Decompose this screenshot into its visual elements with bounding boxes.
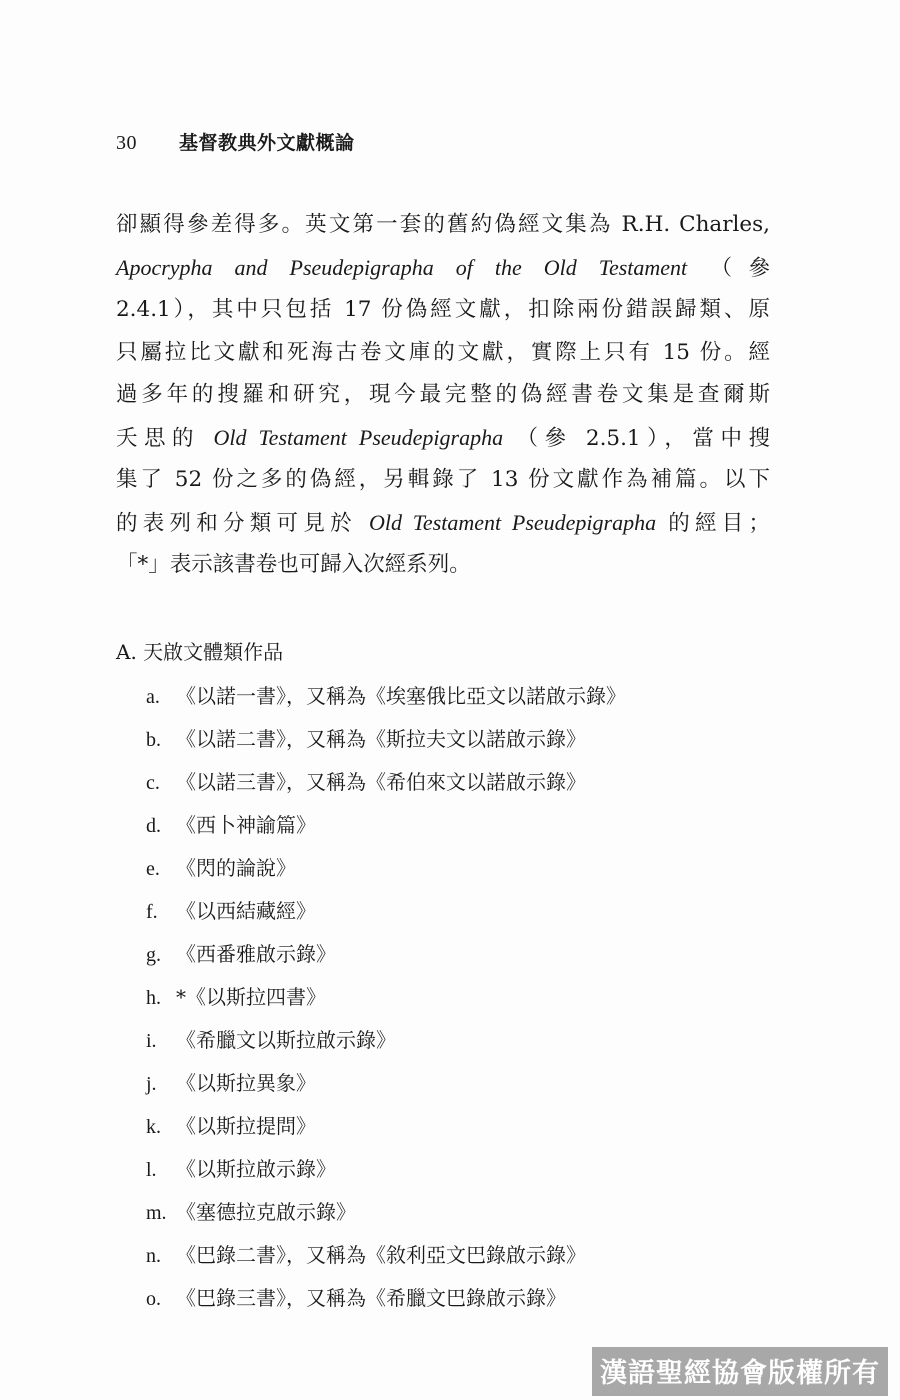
- work-title: 《希臘文以斯拉啟示錄》: [176, 1028, 396, 1052]
- list-item: [146, 1282, 626, 1325]
- paragraph-text: 的經目；: [668, 510, 770, 536]
- list-item: [146, 852, 626, 895]
- list-item: [146, 895, 626, 938]
- list-marker: m.: [146, 1202, 167, 1224]
- running-head: [116, 128, 355, 155]
- list-marker: o.: [146, 1288, 161, 1310]
- work-list: [146, 680, 626, 1325]
- list-item: [146, 809, 626, 852]
- list-item: [146, 1024, 626, 1067]
- list-marker: g.: [146, 944, 161, 966]
- work-title: 《巴錄二書》，又稱為《敘利亞文巴錄啟示錄》: [176, 1243, 586, 1267]
- list-item: [146, 938, 626, 981]
- list-marker: h.: [146, 987, 161, 1009]
- list-item: [146, 981, 626, 1024]
- paragraph-line: 2.4.1），其中只包括 17 份偽經文獻，扣除兩份錯誤歸類、原: [116, 297, 770, 322]
- list-item: [146, 1153, 626, 1196]
- paragraph-text: （參: [710, 255, 770, 281]
- list-marker: k.: [146, 1116, 161, 1138]
- paragraph-line: 「*」表示該書卷也可歸入次經系列。: [116, 552, 471, 577]
- list-marker: c.: [146, 772, 160, 794]
- list-item: [146, 1196, 626, 1239]
- work-title: 《以諾二書》，又稱為《斯拉夫文以諾啟示錄》: [176, 727, 586, 751]
- paragraph-line: [116, 417, 770, 460]
- list-marker: n.: [146, 1245, 161, 1267]
- book-title-italic: Old Testament Pseudepigrapha: [213, 424, 504, 450]
- list-item: [146, 723, 626, 766]
- work-title: 《塞德拉克啟示錄》: [176, 1200, 356, 1224]
- list-item: [146, 1239, 626, 1282]
- paragraph-line: 過多年的搜羅和研究，現今最完整的偽經書卷文集是查爾斯: [116, 382, 770, 407]
- work-title: 《巴錄三書》，又稱為《希臘文巴錄啟示錄》: [176, 1286, 566, 1310]
- book-title-italic: Apocrypha and Pseudepigrapha of the Old Testament: [116, 254, 688, 280]
- page-number: 30: [116, 132, 137, 154]
- work-title: 《以斯拉啟示錄》: [176, 1157, 336, 1181]
- paragraph-line: [116, 502, 770, 545]
- work-title: 《以諾一書》，又稱為《埃塞俄比亞文以諾啟示錄》: [176, 684, 626, 708]
- list-item: [146, 680, 626, 723]
- list-marker: b.: [146, 729, 161, 751]
- list-marker: f.: [146, 901, 158, 923]
- work-title: *《以斯拉四書》: [176, 985, 326, 1009]
- list-marker: a.: [146, 686, 160, 708]
- list-item: [146, 1067, 626, 1110]
- paragraph-text: （參 2.5.1），當中搜: [516, 425, 770, 451]
- work-title: 《以斯拉異象》: [176, 1071, 316, 1095]
- book-title: 基督教典外文獻概論: [179, 132, 355, 154]
- list-marker: l.: [146, 1159, 157, 1181]
- list-item: [146, 1110, 626, 1153]
- work-title: 《以諾三書》，又稱為《希伯來文以諾啟示錄》: [176, 770, 586, 794]
- list-marker: i.: [146, 1030, 157, 1052]
- copyright-watermark: 漢語聖經協會版權所有: [592, 1347, 888, 1396]
- list-item: [146, 766, 626, 809]
- section-heading: A. 天啟文體類作品: [116, 640, 284, 664]
- paragraph-text: 的表列和分類可見於: [116, 510, 357, 536]
- paragraph-line: [116, 247, 770, 290]
- paragraph-line: 卻顯得參差得多。英文第一套的舊約偽經文集為 R.H. Charles,: [116, 212, 770, 237]
- paragraph-line: 只屬拉比文獻和死海古卷文庫的文獻，實際上只有 15 份。經: [116, 339, 770, 365]
- work-title: 《以斯拉提問》: [176, 1114, 316, 1138]
- list-marker: d.: [146, 815, 161, 837]
- work-title: 《西卜神諭篇》: [176, 813, 316, 837]
- work-title: 《以西結藏經》: [176, 899, 316, 923]
- list-marker: e.: [146, 858, 160, 880]
- book-title-italic: Old Testament Pseudepigrapha: [368, 509, 657, 535]
- list-marker: j.: [146, 1073, 157, 1095]
- paragraph-text: 夭思的: [116, 425, 201, 451]
- work-title: 《西番雅啟示錄》: [176, 942, 336, 966]
- work-title: 《閃的論說》: [176, 856, 296, 880]
- body-paragraph: [116, 204, 770, 587]
- paragraph-line: 集了 52 份之多的偽經，另輯錄了 13 份文獻作為補篇。以下: [116, 467, 770, 492]
